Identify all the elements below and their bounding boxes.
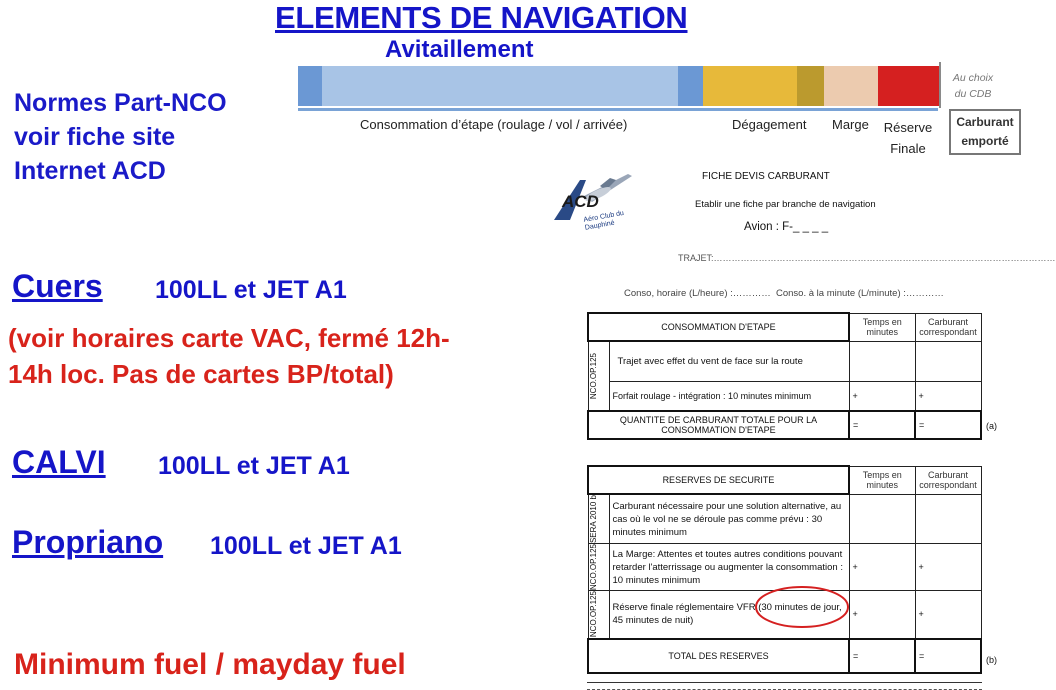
input-temps-reserve[interactable]: + — [849, 591, 915, 639]
bar-segment-olive — [797, 66, 824, 106]
bar-segment-marge — [824, 66, 878, 106]
side-label-cell-3 — [588, 591, 609, 639]
airport-name-calvi: CALVI — [12, 444, 106, 480]
side-label-cell-1 — [588, 494, 609, 544]
row-forfait: Forfait roulage - intégration : 10 minutes minimum — [609, 381, 849, 411]
side-label-cell-2 — [588, 544, 609, 591]
next-table-edge — [587, 682, 982, 690]
reserves-header: RESERVES DE SECURITE — [588, 466, 849, 494]
logo-subtext: Aéro Club du Dauphiné — [583, 209, 625, 232]
form-avion: Avion : F-_ _ _ _ — [744, 221, 829, 233]
form-title: FICHE DEVIS CARBURANT — [702, 171, 830, 182]
input-carburant-trajet[interactable] — [915, 341, 981, 381]
bar-segment-degagement — [703, 66, 797, 106]
total-temps-consommation[interactable]: = — [849, 411, 915, 439]
input-carburant-degagement[interactable] — [915, 494, 981, 544]
total-reserves-label: TOTAL DES RESERVES — [588, 639, 849, 673]
side-label-2: NCO.OP.125 — [588, 544, 598, 591]
airport-name-propriano: Propriano — [12, 524, 164, 560]
label-consommation: Consommation d’étape (roulage / vol / arrivée) — [360, 117, 628, 132]
minimum-fuel-text: Minimum fuel / mayday fuel — [14, 648, 406, 681]
input-temps-trajet[interactable] — [849, 341, 915, 381]
airport-note-line-2: 14h loc. Pas de cartes BP/total) — [8, 359, 394, 389]
bar-segment-taxi — [298, 66, 322, 106]
emporte-line-1: Carburant — [956, 115, 1014, 129]
emporte-line-2: emporté — [961, 134, 1009, 148]
consommation-header: CONSOMMATION D'ETAPE — [588, 313, 849, 341]
side-label-1: SERA 2010 b — [588, 495, 598, 544]
total-carburant-consommation[interactable]: = — [915, 411, 981, 439]
input-carburant-reserve[interactable]: + — [915, 591, 981, 639]
consommation-table — [587, 312, 982, 440]
reserves-table — [587, 465, 982, 674]
airport-note-cuers — [8, 320, 450, 392]
label-reserve-line-1: Réserve — [883, 120, 933, 135]
label-degagement: Dégagement — [732, 117, 807, 132]
bar-segment-arrival — [678, 66, 703, 106]
form-trajet: TRAJET:…………………………………………………………………………………………………… — [678, 253, 1056, 263]
page-subtitle: Avitaillement — [385, 36, 534, 63]
input-carburant-marge[interactable]: + — [915, 544, 981, 591]
acd-logo — [540, 168, 640, 238]
logo-text: ACD — [562, 192, 599, 211]
col-temps-2: Temps en minutes — [849, 466, 915, 494]
au-choix-label — [943, 70, 1003, 102]
input-temps-degagement[interactable] — [849, 494, 915, 544]
airport-fuel-calvi: 100LL et JET A1 — [158, 452, 350, 480]
highlight-ellipse — [752, 584, 852, 630]
side-label: NCO.OP.125 — [588, 352, 598, 400]
normes-line-1: Normes Part-NCO — [14, 89, 227, 117]
row-trajet: Trajet avec effet du vent de face sur la route — [609, 341, 849, 381]
col-carburant: Carburant correspondant — [915, 313, 981, 341]
bar-divider — [939, 62, 941, 108]
airport-fuel-propriano: 100LL et JET A1 — [210, 532, 402, 560]
airport-note-line-1: (voir horaires carte VAC, fermé 12h- — [8, 323, 450, 353]
form-conso-horaire: Conso, horaire (L/heure) :………… — [624, 288, 771, 299]
input-temps-forfait[interactable]: + — [849, 381, 915, 411]
bar-segment-cruise — [322, 66, 678, 106]
normes-line-2: voir fiche site — [14, 123, 176, 151]
col-temps: Temps en minutes — [849, 313, 915, 341]
total-temps-reserves[interactable]: = — [849, 639, 915, 673]
form-conso-minute: Conso. à la minute (L/minute) :………… — [776, 288, 944, 299]
form-instruction: Etablir une fiche par branche de navigation — [695, 199, 876, 210]
row-marge: La Marge: Attentes et toutes autres conditions pouvant retarder l'atterrissage ou augmenter la consommation : 10 minutes minimum — [609, 544, 849, 591]
normes-block — [14, 86, 227, 188]
au-choix-line-2: du CDB — [954, 88, 992, 100]
bar-segment-reserve — [878, 66, 939, 106]
airport-name-cuers: Cuers — [12, 268, 103, 304]
col-carburant-2: Carburant correspondant — [915, 466, 981, 494]
carburant-emporte-box — [949, 109, 1021, 155]
total-consommation-label: QUANTITE DE CARBURANT TOTALE POUR LA CONSOMMATION D'ETAPE — [588, 411, 849, 439]
label-reserve-line-2: Finale — [890, 141, 926, 156]
input-carburant-forfait[interactable]: + — [915, 381, 981, 411]
normes-line-3: Internet ACD — [14, 157, 166, 185]
input-temps-marge[interactable]: + — [849, 544, 915, 591]
page-title: ELEMENTS DE NAVIGATION — [275, 0, 688, 35]
row-reserve-finale: Réserve finale réglementaire VFR (30 minutes de jour, 45 minutes de nuit) — [609, 591, 849, 639]
au-choix-line-1: Au choix — [952, 72, 994, 84]
side-label-3: NCO.OP.125 — [588, 591, 598, 638]
tag-b: (b) — [986, 655, 997, 665]
tag-a: (a) — [986, 421, 997, 431]
total-carburant-reserves[interactable]: = — [915, 639, 981, 673]
airport-fuel-cuers: 100LL et JET A1 — [155, 276, 347, 304]
side-label-cell — [588, 341, 609, 411]
label-marge: Marge — [832, 117, 869, 132]
row-degagement: Carburant nécessaire pour une solution alternative, au cas où le vol ne se déroule pas comme prévu : 30 minutes minimum — [609, 494, 849, 544]
label-reserve — [878, 117, 938, 159]
bar-underline — [298, 108, 938, 111]
